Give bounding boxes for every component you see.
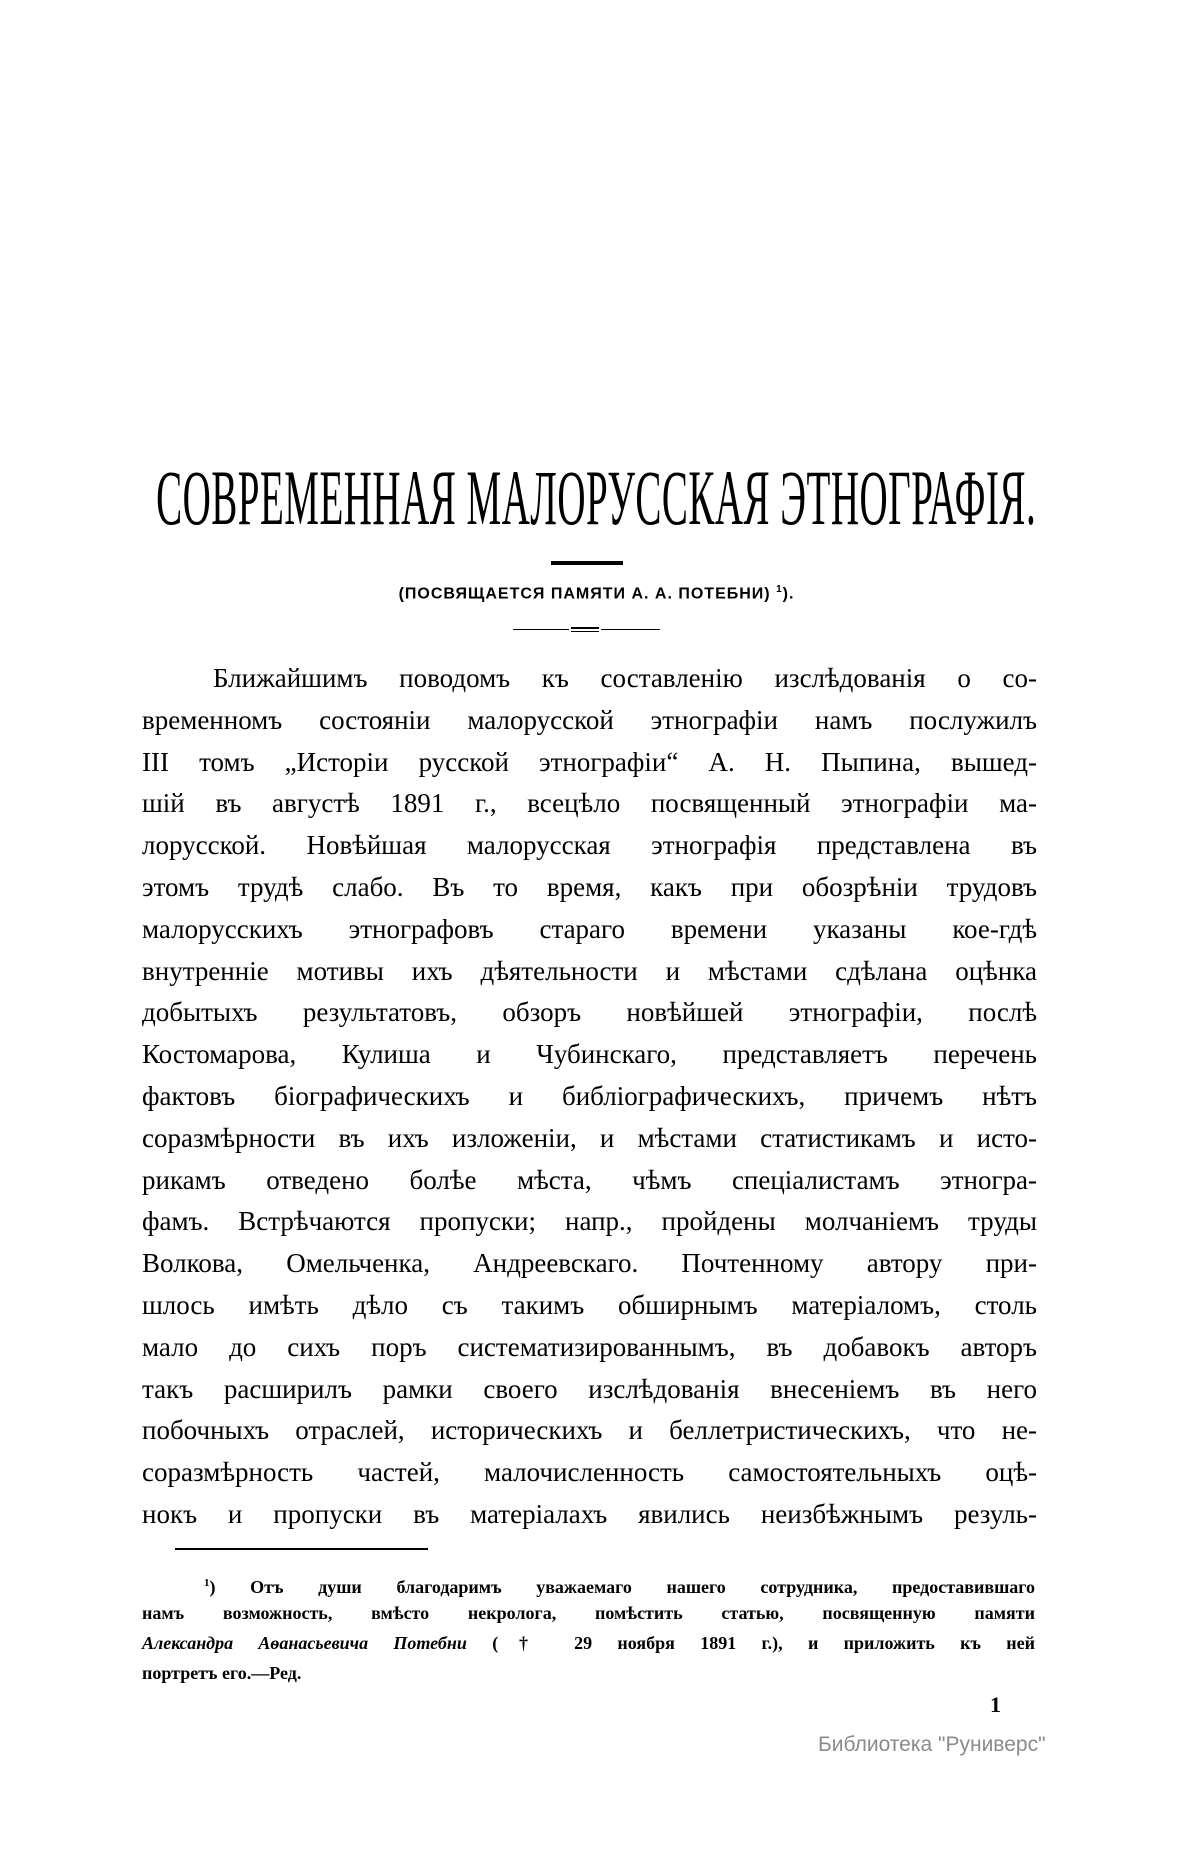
body-line: рикамъ отведено болѣе мѣста, чѣмъ спеціалистамъ этногра- bbox=[142, 1164, 1037, 1195]
body-line: внутренніе мотивы ихъ дѣятельности и мѣстами сдѣлана оцѣнка bbox=[142, 955, 1037, 986]
article-title bbox=[0, 454, 1193, 541]
body-line: шій въ августѣ 1891 г., всецѣло посвященный этнографіи ма- bbox=[142, 788, 1037, 819]
article-body bbox=[142, 658, 1037, 1536]
body-line: мало до сихъ поръ систематизированнымъ, въ добавокъ авторъ bbox=[142, 1331, 1037, 1362]
body-line: Костомарова, Кулиша и Чубинскаго, представляетъ перечень bbox=[142, 1039, 1037, 1070]
body-line: шлось имѣть дѣло съ такимъ обширнымъ матеріаломъ, столь bbox=[142, 1289, 1037, 1320]
body-line: такъ расширилъ рамки своего изслѣдованія внесеніемъ въ него bbox=[142, 1373, 1037, 1404]
library-watermark: Библиотека "Руниверс" bbox=[818, 1733, 1046, 1756]
dedication-text: (ПОСВЯЩАЕТСЯ ПАМЯТИ А. А. ПОТЕБНИ) bbox=[398, 585, 771, 603]
body-line: добытыхъ результатовъ, обзоръ новѣйшей этнографіи, послѣ bbox=[142, 997, 1037, 1028]
body-line: соразмѣрность частей, малочисленность самостоятельныхъ оцѣ- bbox=[142, 1457, 1037, 1488]
body-line: соразмѣрности въ ихъ изложеніи, и мѣстами статистикамъ и исто- bbox=[142, 1122, 1037, 1153]
dedication-end: ). bbox=[782, 585, 795, 603]
body-line: Волкова, Омельченка, Андреевскаго. Почтенному автору при- bbox=[142, 1248, 1037, 1279]
footnote-reference[interactable]: 1 bbox=[776, 584, 783, 595]
body-line: лорусской. Новѣйшая малорусская этнографія представлена въ bbox=[142, 830, 1037, 861]
footnote-name-italic: Александра Аѳанасьевича Потебни bbox=[142, 1633, 467, 1653]
footnote bbox=[142, 1568, 1035, 1688]
body-line: малорусскихъ этнографовъ стараго времени указаны кое-гдѣ bbox=[142, 913, 1037, 944]
footnote-line: $^1$) Отъ души благодаримъ уважаемаго нашего сотрудника, предоставившаго bbox=[204, 1577, 1035, 1597]
footnote-line: Александра Аѳанасьевича Потебни († 29 ноября 1891 г.), и приложить къ ней bbox=[142, 1633, 1035, 1653]
footnote-mark: 1 bbox=[204, 1577, 210, 1589]
body-line: временномъ состояніи малорусской этнографіи намъ послужилъ bbox=[142, 704, 1037, 735]
footnote-line: намъ возможность, вмѣсто некролога, помѣстить статью, посвященную памяти bbox=[142, 1603, 1035, 1623]
body-line: фактовъ біографическихъ и библіографическихъ, причемъ нѣтъ bbox=[142, 1080, 1037, 1111]
footnote-separator bbox=[175, 1548, 428, 1550]
body-line: нокъ и пропуски въ матеріалахъ явились неизбѣжнымъ резуль- bbox=[142, 1498, 1037, 1529]
footnote-line: портретъ его.—Ред. bbox=[142, 1663, 302, 1683]
body-line: фамъ. Встрѣчаются пропуски; напр., пройдены молчаніемъ труды bbox=[142, 1206, 1037, 1237]
title-rule bbox=[551, 561, 623, 565]
body-line: III томъ „Исторіи русской этнографіи“ А. Н. Пыпина, вышед- bbox=[142, 746, 1037, 777]
body-line: побочныхъ отраслей, историческихъ и беллетристическихъ, что не- bbox=[142, 1415, 1037, 1446]
dedication-subtitle bbox=[0, 584, 1193, 603]
article-title-text: СОВРЕМЕННАЯ МАЛОРУССКАЯ ЭТНОГРАФІЯ. bbox=[156, 454, 1037, 541]
body-line: этомъ трудѣ слабо. Въ то время, какъ при обозрѣніи трудовъ bbox=[142, 871, 1037, 902]
page-number: 1 bbox=[990, 1692, 1001, 1717]
body-line: Ближайшимъ поводомъ къ составленію изслѣдованія о со- bbox=[213, 663, 1037, 693]
